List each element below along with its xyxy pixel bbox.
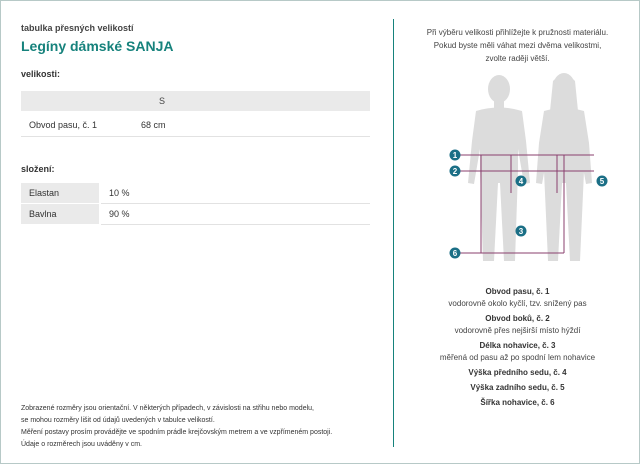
legend-item — [394, 382, 640, 394]
marker-5 — [597, 176, 608, 187]
marker-6-label: 6 — [452, 249, 458, 258]
composition-section-label: složení: — [21, 164, 55, 174]
legend-item-desc: vodorovně okolo kyčlí, tzv. snížený pas — [448, 299, 587, 308]
guide-intro-line: zvolte raději větší. — [485, 54, 550, 63]
guide-intro — [394, 26, 640, 65]
size-row-value: 68 cm — [141, 120, 166, 130]
legend-item — [394, 313, 640, 337]
composition-row — [21, 204, 370, 224]
row-divider — [101, 224, 370, 225]
marker-5-label: 5 — [599, 177, 605, 186]
legend-item-desc: měřená od pasu až po spodní lem nohavice — [439, 353, 596, 362]
guide-intro-line: Při výběru velikosti přihlížejte k pružnosti materiálu. — [426, 28, 609, 37]
legend-item — [394, 340, 640, 364]
footnote — [21, 403, 371, 451]
footnote-line: Měření postavy prosím provádějte ve spodním prádle krejčovským metrem a ve vzpřímeném postoji. — [21, 429, 333, 436]
marker-2-label: 2 — [452, 167, 458, 176]
marker-2 — [450, 166, 461, 177]
marker-4 — [516, 176, 527, 187]
legend-item-title: Výška zadního sedu, č. 5 — [470, 383, 565, 392]
legend-item-title: Výška předního sedu, č. 4 — [468, 368, 567, 377]
legend-item-desc: vodorovně přes nejširší místo hýždí — [454, 326, 581, 335]
marker-1-label: 1 — [452, 151, 458, 160]
marker-3-label: 3 — [518, 227, 524, 236]
size-column-header: S — [159, 96, 166, 106]
marker-4-label: 4 — [518, 177, 524, 186]
material-name: Bavlna — [21, 204, 99, 224]
footnote-line: Údaje o rozměrech jsou uváděny v cm. — [21, 441, 142, 448]
guide-intro-line: Pokud byste měli váhat mezi dvěma velikostmi, — [433, 41, 602, 50]
legend-item — [394, 367, 640, 379]
size-table-row — [21, 111, 370, 137]
legend-item-title: Šířka nohavice, č. 6 — [480, 398, 555, 407]
measurement-legend — [394, 286, 640, 412]
marker-6 — [450, 248, 461, 259]
material-percent: 90 % — [109, 209, 130, 219]
chart-header — [21, 23, 371, 54]
chart-subtitle: tabulka přesných velikostí — [21, 23, 134, 33]
footnote-line: Zobrazené rozměry jsou orientační. V některých případech, v závislosti na střihu nebo modelu, — [21, 405, 314, 412]
composition-row — [21, 183, 370, 203]
marker-3 — [516, 226, 527, 237]
body-silhouette-figure — [414, 71, 624, 281]
product-title: Legíny dámské SANJA — [21, 38, 174, 54]
legend-item-title: Délka nohavice, č. 3 — [479, 341, 556, 350]
material-percent: 10 % — [109, 188, 130, 198]
legend-item-title: Obvod boků, č. 2 — [485, 314, 550, 323]
legend-item — [394, 397, 640, 409]
material-name: Elastan — [21, 183, 99, 203]
marker-1 — [450, 150, 461, 161]
size-table-header — [21, 91, 370, 111]
footnote-line: se mohou rozměry lišit od údajů uvedených v tabulce velikostí. — [21, 417, 215, 424]
size-row-label: Obvod pasu, č. 1 — [29, 120, 98, 130]
sizes-section-label: velikosti: — [21, 69, 61, 79]
legend-item — [394, 286, 640, 310]
legend-item-title: Obvod pasu, č. 1 — [485, 287, 550, 296]
